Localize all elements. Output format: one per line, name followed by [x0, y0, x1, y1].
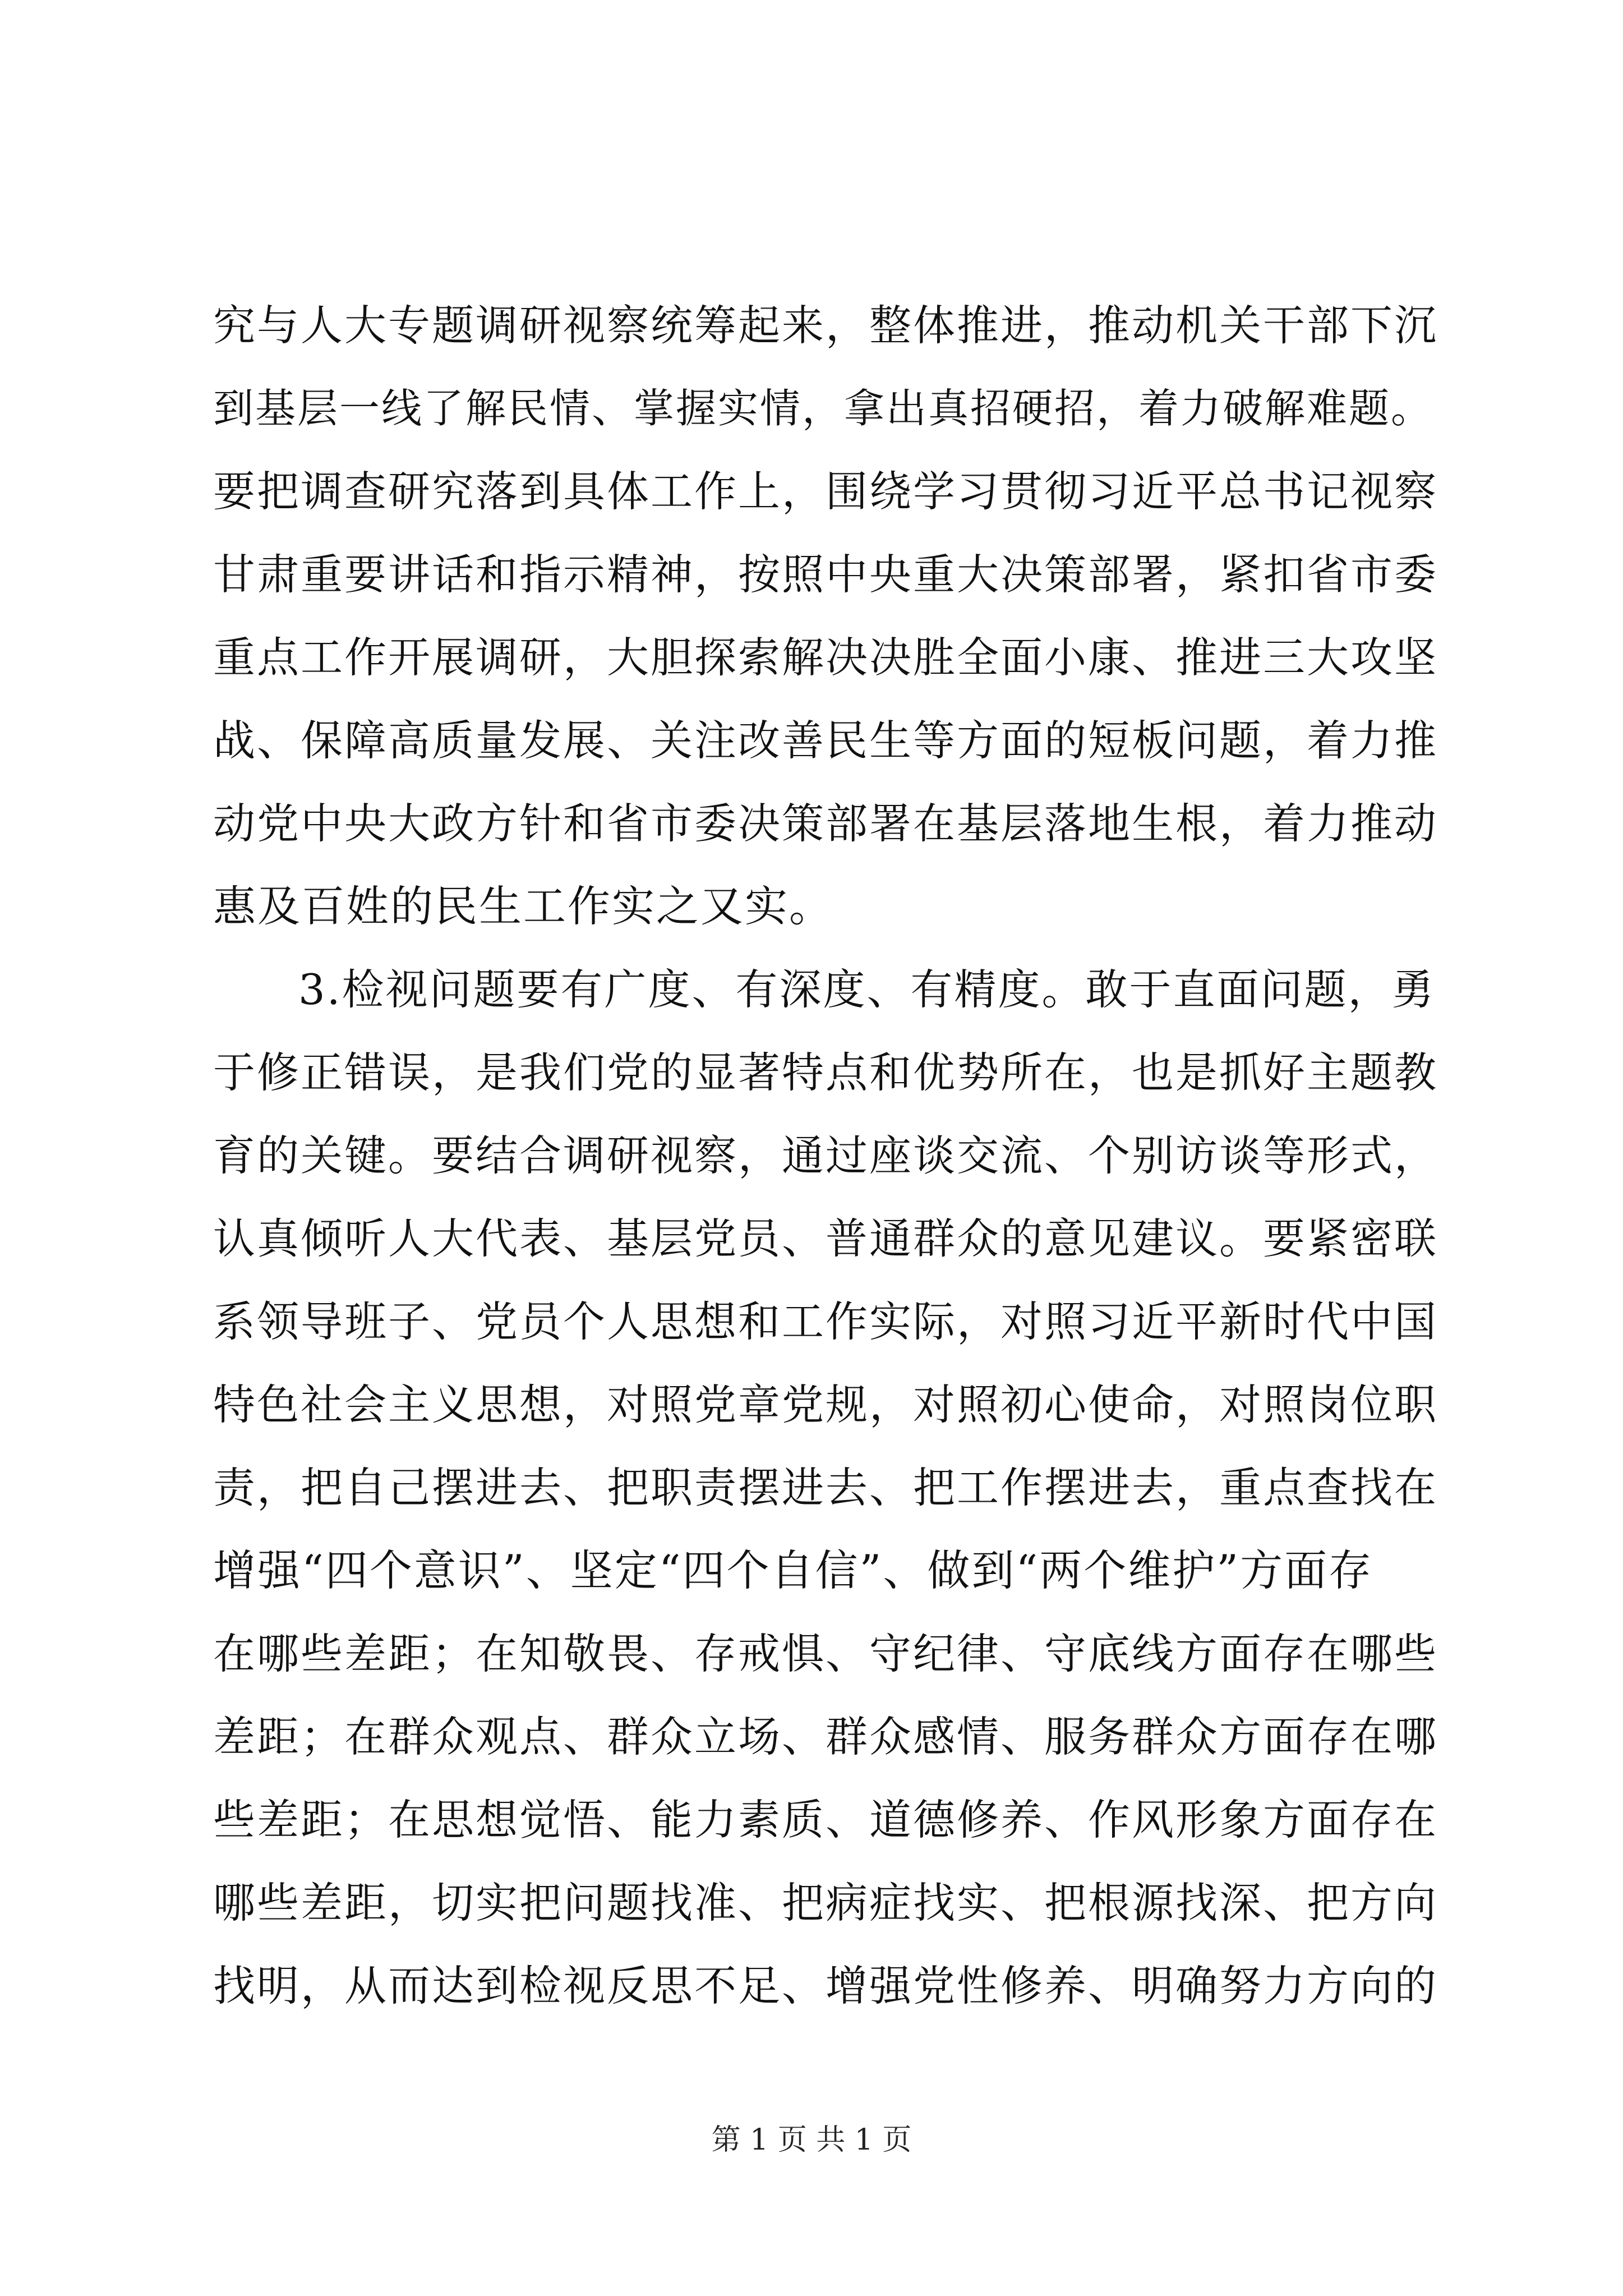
- text-line: 认真倾听人大代表、基层党员、普通群众的意见建议。要紧密联: [213, 1214, 1438, 1263]
- text-line: 增强“四个意识”、坚定“四个自信”、做到“两个维护”方面存: [213, 1545, 1373, 1595]
- text-line: 到基层一线了解民情、掌握实情，拿出真招硬招，着力破解难题。: [213, 385, 1433, 432]
- text-line: 责，把自己摆进去、把职责摆进去、把工作摆进去，重点查找在: [213, 1463, 1438, 1512]
- text-line: 些差距；在思想觉悟、能力素质、道德修养、作风形象方面存在: [213, 1795, 1438, 1844]
- text-line: 战、保障高质量发展、关注改善民生等方面的短板问题，着力推: [213, 716, 1438, 765]
- text-line: 甘肃重要讲话和指示精神，按照中央重大决策部署，紧扣省市委: [213, 550, 1438, 599]
- text-line: 究与人大专题调研视察统筹起来，整体推进，推动机关干部下沉: [213, 301, 1438, 350]
- text-line: 要把调查研究落到具体工作上，围绕学习贯彻习近平总书记视察: [213, 467, 1438, 516]
- text-line: 差距；在群众观点、群众立场、群众感情、服务群众方面存在哪: [213, 1712, 1438, 1761]
- text-line: 惠及百姓的民生工作实之又实。: [213, 881, 833, 931]
- page-footer: 第 1 页 共 1 页: [711, 2123, 912, 2157]
- text-line: 系领导班子、党员个人思想和工作实际，对照习近平新时代中国: [213, 1297, 1438, 1346]
- text-line: 哪些差距，切实把问题找准、把病症找实、把根源找深、把方向: [213, 1878, 1438, 1927]
- text-line: 找明，从而达到检视反思不足、增强党性修养、明确努力方向的: [213, 1961, 1438, 2010]
- text-line: 在哪些差距；在知敬畏、存戒惧、守纪律、守底线方面存在哪些: [213, 1629, 1438, 1678]
- text-line: 特色社会主义思想，对照党章党规，对照初心使命，对照岗位职: [213, 1380, 1438, 1429]
- text-line: 重点工作开展调研，大胆探索解决决胜全面小康、推进三大攻坚: [213, 633, 1438, 682]
- text-line: 3.检视问题要有广度、有深度、有精度。敢于直面问题，勇: [298, 965, 1436, 1014]
- text-line: 育的关键。要结合调研视察，通过座谈交流、个别访谈等形式，: [213, 1131, 1438, 1180]
- body-text: [213, 284, 1447, 2027]
- text-line: 动党中央大政方针和省市委决策部署在基层落地生根，着力推动: [213, 799, 1438, 848]
- text-line: 于修正错误，是我们党的显著特点和优势所在，也是抓好主题教: [213, 1048, 1438, 1097]
